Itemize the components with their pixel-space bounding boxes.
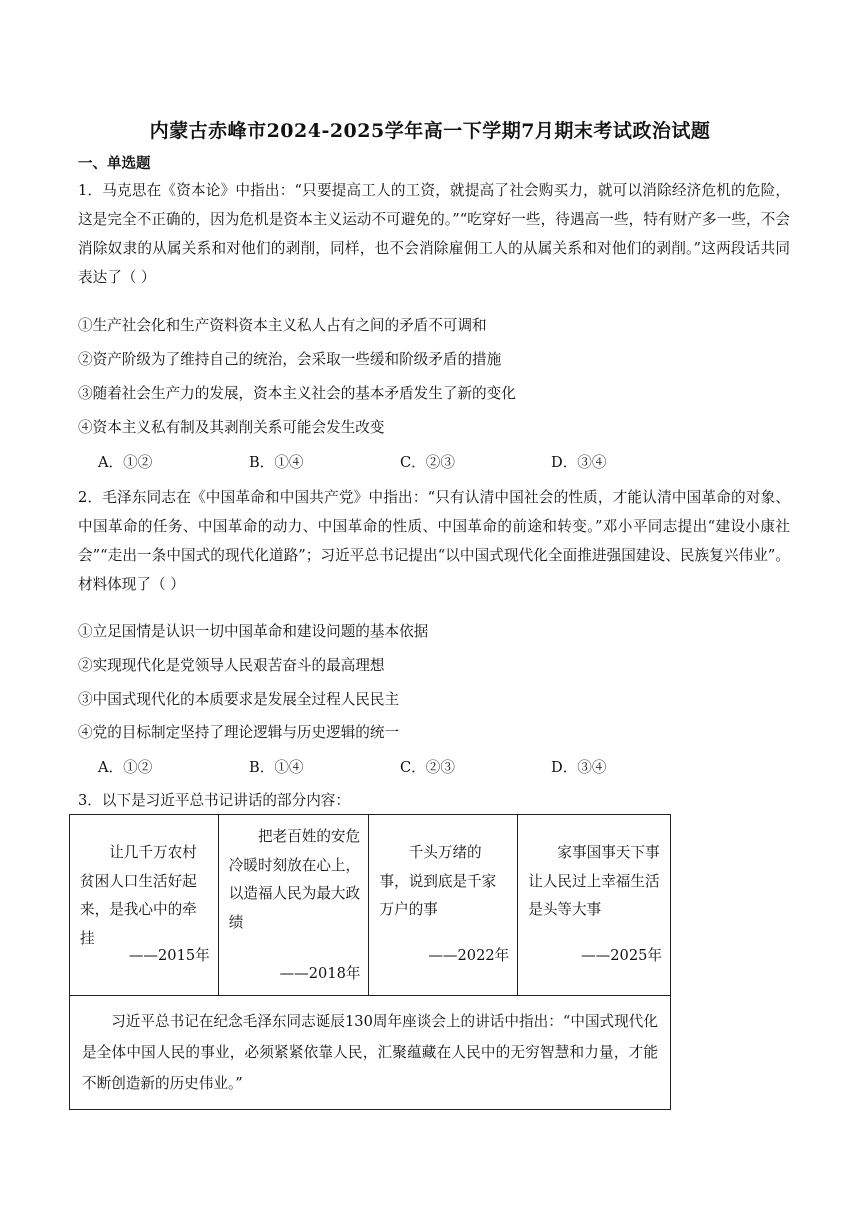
q1-option-d[interactable]: D．③④ — [551, 454, 607, 471]
quote-year: ——2022年 — [428, 947, 510, 964]
q1-option-a[interactable]: A．①② — [98, 454, 153, 471]
quote-text: 千头万绪的事，说到底是千家万户的事 — [379, 844, 497, 918]
quote-year: ——2015年 — [128, 947, 210, 964]
q1-item-2: ②资产阶级为了维持自己的统治，会采取一些缓和阶级矛盾的措施 — [78, 351, 502, 368]
section-heading: 一、单选题 — [78, 155, 151, 172]
q2-item-4: ④党的目标制定坚持了理论逻辑与历史逻辑的统一 — [78, 724, 400, 741]
quote-table — [69, 814, 671, 1110]
q1-option-c[interactable]: C．②③ — [400, 454, 455, 471]
q2-stem: 2．毛泽东同志在《中国革命和中国共产党》中指出：“只有认清中国社会的性质，才能认清中国革命的对象、中国革命的任务、中国革命的动力、中国革命的性质、中国革命的前途和转变。”邓小平同志提出“建设小康社会”“走出一条中国式的现代化道路”；习近平总书记提出“以中国式现代化全面推进强国建设、民族复兴伟业”。材料体现了（ ） — [78, 489, 790, 593]
q3-stem: 3．以下是习近平总书记讲话的部分内容： — [78, 792, 350, 809]
quote-text: 把老百姓的安危冷暖时刻放在心上，以造福人民为最大政绩 — [228, 828, 361, 931]
quote-year: ——2025年 — [581, 947, 662, 964]
q1-item-3: ③随着社会生产力的发展，资本主义社会的基本矛盾发生了新的变化 — [78, 385, 516, 402]
q2-option-c[interactable]: C．②③ — [400, 759, 455, 776]
q2-option-d[interactable]: D．③④ — [551, 759, 607, 776]
q1-item-1: ①生产社会化和生产资料资本主义私人占有之间的矛盾不可调和 — [78, 317, 487, 334]
q2-item-3: ③中国式现代化的本质要求是发展全过程人民民主 — [78, 691, 400, 708]
q1-option-b[interactable]: B．①④ — [249, 454, 304, 471]
exam-title: 内蒙古赤峰市2024-2025学年高一下学期7月期末考试政治试题 — [149, 120, 711, 142]
quote-cell-2015 — [70, 815, 219, 996]
q2-item-2: ②实现现代化是党领导人民艰苦奋斗的最高理想 — [78, 657, 385, 674]
quote-cell-2022 — [369, 815, 518, 996]
quote-summary: 习近平总书记在纪念毛泽东同志诞辰130周年座谈会上的讲话中指出：“中国式现代化是全体中国人民的事业，必须紧紧依靠人民，汇聚蕴藏在人民中的无穷智慧和力量，才能不断创造新的历史伟业。” — [70, 996, 671, 1110]
q2-option-a[interactable]: A．①② — [98, 759, 153, 776]
quote-year: ——2018年 — [279, 965, 361, 982]
quote-cell-2018 — [218, 815, 369, 996]
q1-options — [98, 451, 702, 472]
q2-item-1: ①立足国情是认识一切中国革命和建设问题的基本依据 — [78, 623, 429, 640]
q1-stem: 1．马克思在《资本论》中指出：“只要提高工人的工资，就提高了社会购买力，就可以消除经济危机的危险，这是完全不正确的，因为危机是资本主义运动不可避免的。”“吃穿好一些，待遇高一些，特有财产多一些，不会消除奴隶的从属关系和对他们的剥削，同样，也不会消除雇佣工人的从属关系和对他们的剥削。”这两段话共同表达了（ ） — [78, 182, 790, 286]
q2-options — [98, 756, 702, 777]
q2-option-b[interactable]: B．①④ — [249, 759, 304, 776]
quote-text: 家事国事天下事让人民过上幸福生活是头等大事 — [528, 844, 660, 918]
q1-item-4: ④资本主义私有制及其剥削关系可能会发生改变 — [78, 419, 385, 436]
quote-text: 让几千万农村贫困人口生活好起来，是我心中的牵挂 — [80, 844, 197, 947]
quote-cell-2025 — [518, 815, 671, 996]
